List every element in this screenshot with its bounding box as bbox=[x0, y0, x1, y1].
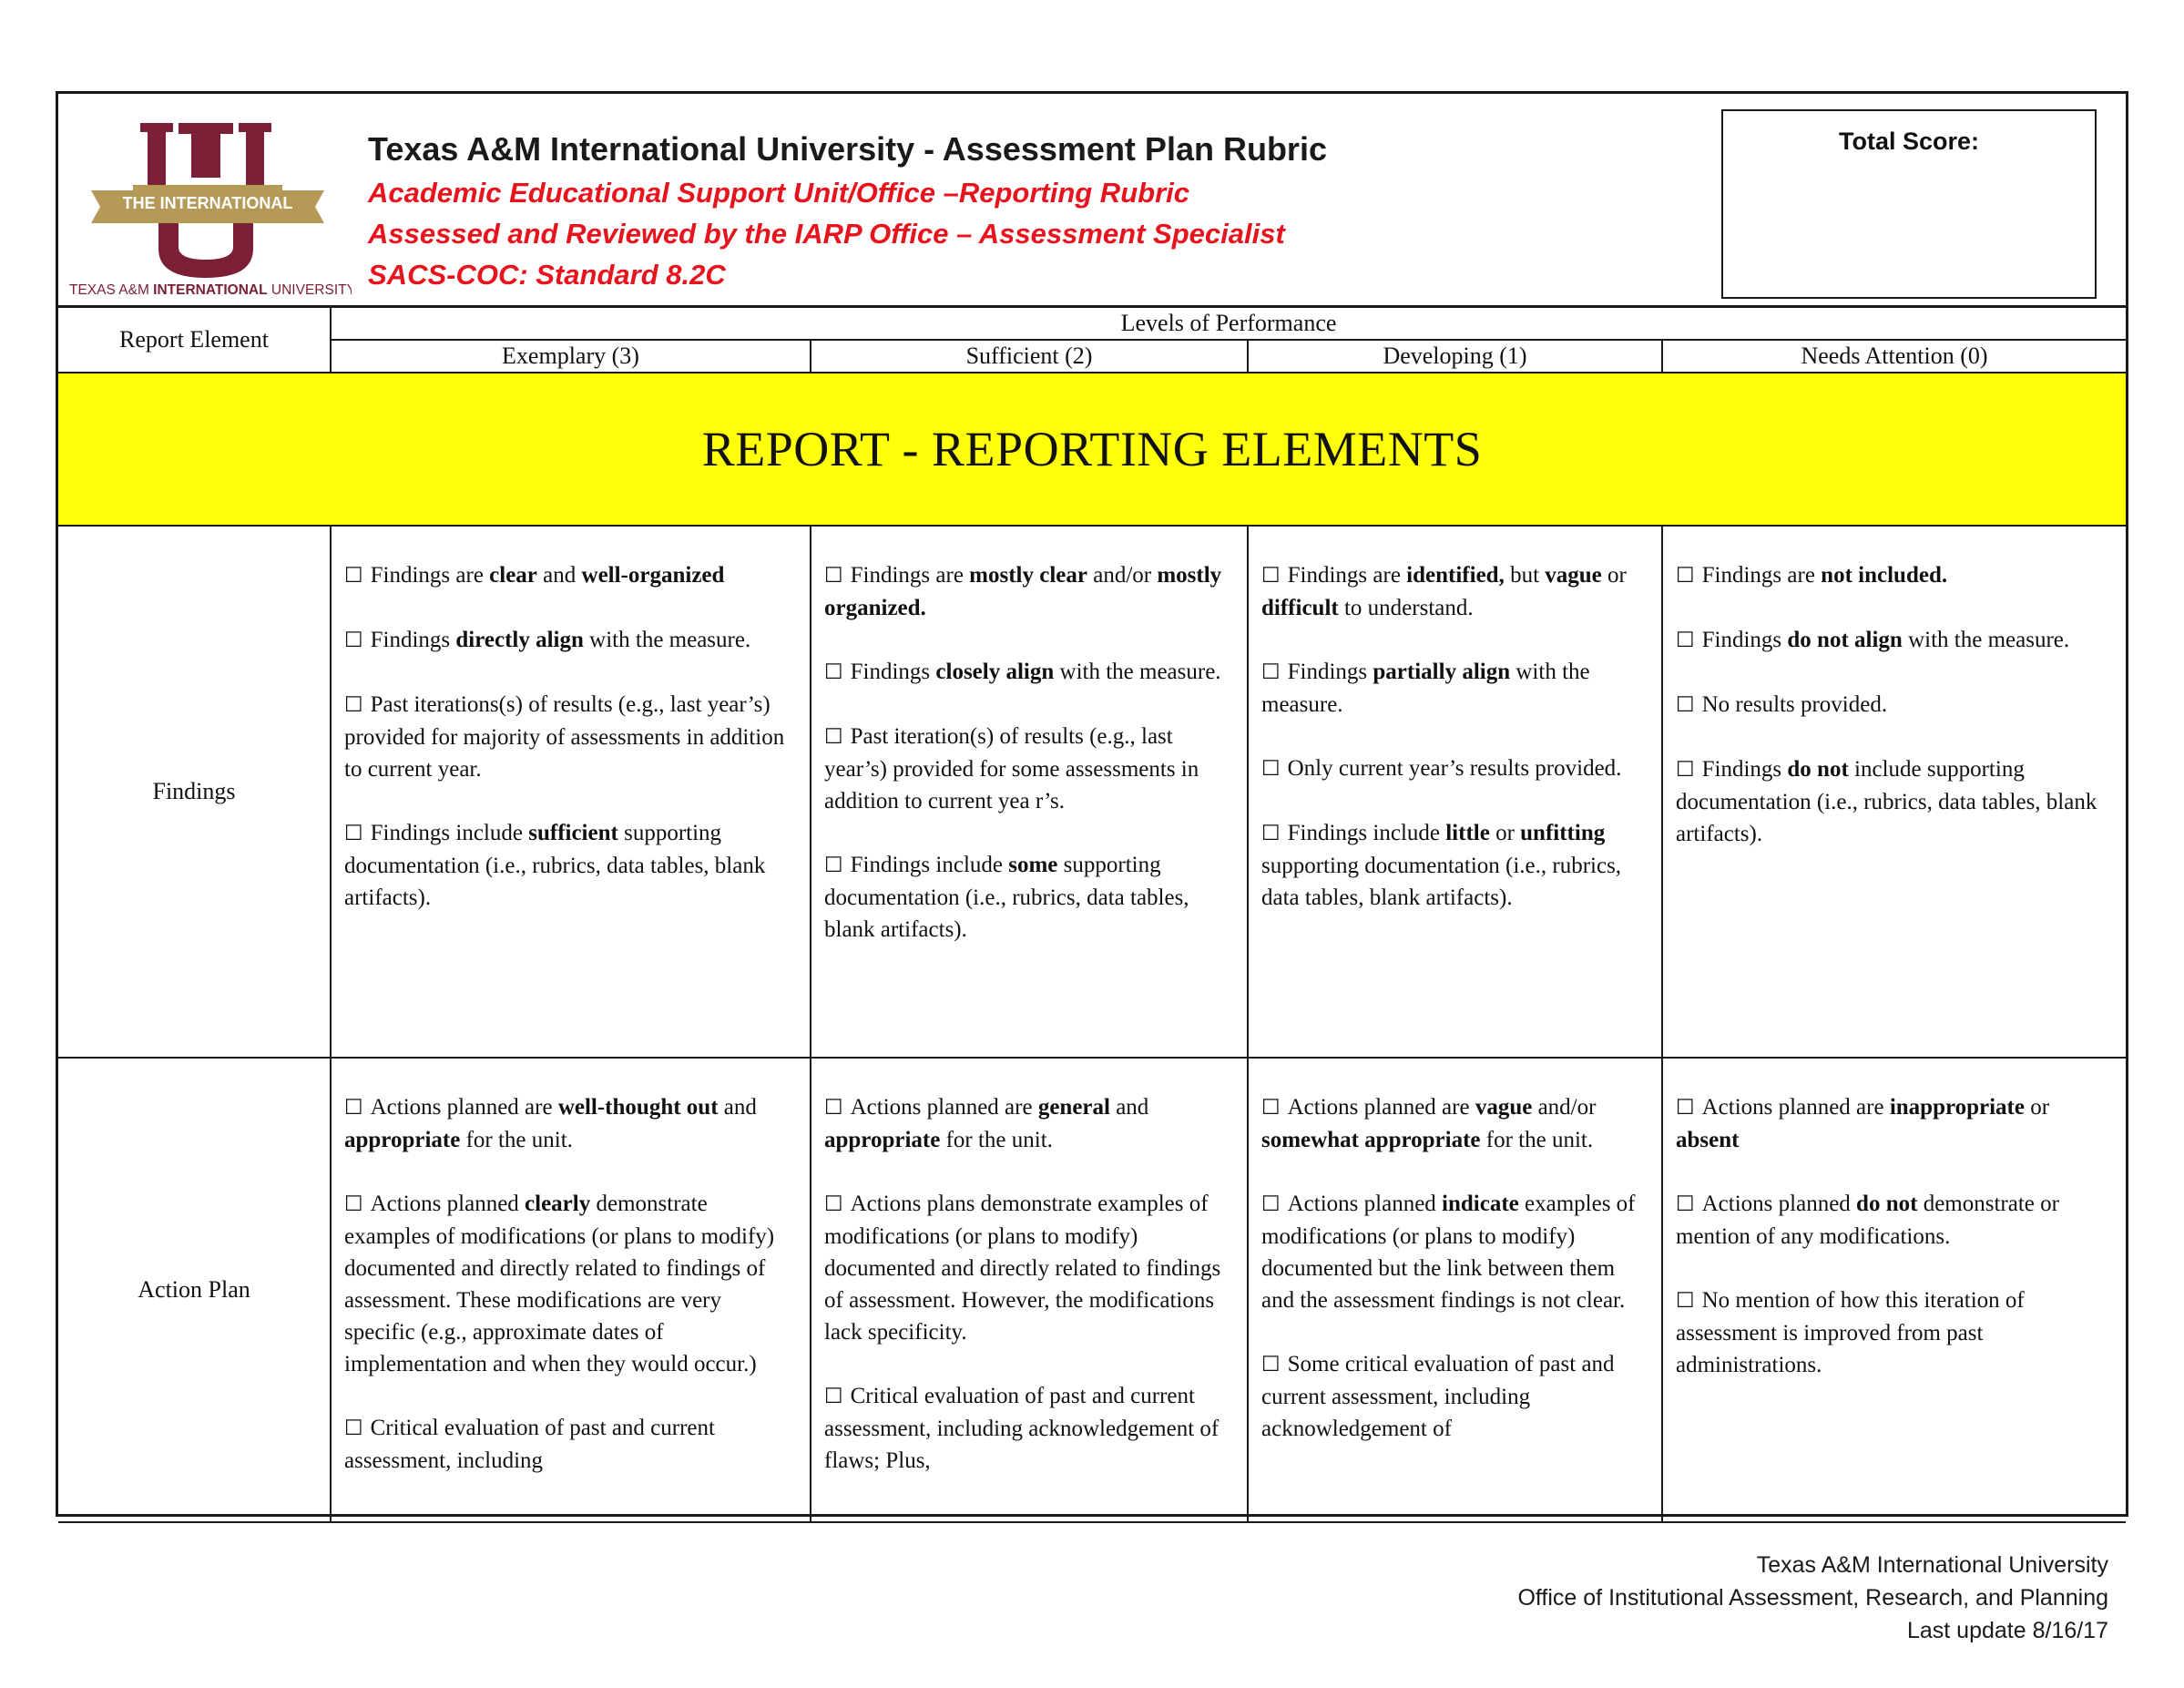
subtitle-reviewer: Assessed and Reviewed by the IARP Office – Assessment Specialist bbox=[368, 218, 1285, 250]
criterion-text: demonstrate examples of modifications (or plans to modify) documented and directly related to findings of assessment. These modifications are very specific (e.g., approximate dates of implementation and when they would occur.) bbox=[344, 1192, 775, 1376]
report-element-header: Report Element bbox=[58, 307, 331, 373]
logo-banner-text: THE INTERNATIONAL bbox=[122, 194, 293, 212]
criterion-text: for the unit. bbox=[460, 1128, 573, 1152]
criterion-text: Findings include bbox=[1287, 821, 1446, 845]
criterion-text: Findings are bbox=[1287, 563, 1407, 588]
criterion-text: with the measure. bbox=[1902, 628, 2070, 652]
checkbox-icon[interactable]: ☐ bbox=[1676, 564, 1695, 588]
criterion-text: with the measure. bbox=[1054, 660, 1221, 684]
criteria-cell bbox=[811, 526, 1248, 1058]
criterion-emphasis: some bbox=[1008, 853, 1058, 877]
criterion-text: demonstrate or mention of any modifications. bbox=[1676, 1192, 2059, 1249]
criterion-emphasis: mostly organized. bbox=[824, 563, 1222, 620]
criteria-cell bbox=[811, 1058, 1248, 1522]
criterion-item bbox=[1261, 817, 1648, 914]
criterion-text: Findings are bbox=[1701, 563, 1822, 588]
criterion-text: Findings include bbox=[370, 821, 529, 845]
checkbox-icon[interactable]: ☐ bbox=[1676, 629, 1695, 652]
criterion-emphasis: general bbox=[1037, 1095, 1110, 1120]
criterion-text: Actions planned are bbox=[1701, 1095, 1890, 1120]
criterion-emphasis: little bbox=[1445, 821, 1490, 845]
section-banner: REPORT - REPORTING ELEMENTS bbox=[58, 373, 2126, 526]
criterion-text: and bbox=[536, 563, 582, 588]
criterion-item bbox=[344, 624, 797, 657]
checkbox-icon[interactable]: ☐ bbox=[344, 564, 363, 588]
criterion-text: Findings are bbox=[850, 563, 970, 588]
criterion-emphasis: clear bbox=[489, 563, 537, 588]
criterion-text: Actions planned are bbox=[1287, 1095, 1475, 1120]
subtitle-standard: SACS-COC: Standard 8.2C bbox=[368, 259, 726, 291]
checkbox-icon[interactable]: ☐ bbox=[1676, 758, 1695, 782]
checkbox-icon[interactable]: ☐ bbox=[344, 1417, 363, 1440]
criterion-item bbox=[344, 1091, 797, 1156]
criterion-text: Critical evaluation of past and current assessment, including acknowledgement of flaws; Plus, bbox=[824, 1384, 1220, 1473]
criterion-emphasis: vague bbox=[1475, 1095, 1533, 1120]
checkbox-icon[interactable]: ☐ bbox=[824, 1385, 843, 1408]
criterion-emphasis: not included. bbox=[1821, 563, 1948, 588]
checkbox-icon[interactable]: ☐ bbox=[344, 629, 363, 652]
criterion-text: Findings bbox=[1701, 757, 1788, 782]
criterion-text: Actions planned are bbox=[370, 1095, 558, 1120]
checkbox-icon[interactable]: ☐ bbox=[824, 1096, 843, 1120]
criterion-text: include supporting documentation (i.e., rubrics, data tables, blank artifacts). bbox=[1676, 757, 2097, 846]
rubric-header bbox=[58, 94, 2126, 305]
checkbox-icon[interactable]: ☐ bbox=[824, 1192, 843, 1216]
criterion-item bbox=[824, 1188, 1234, 1348]
criterion-text: Past iteration(s) of results (e.g., last year’s) provided for some assessments in addition to current yea r’s. bbox=[824, 724, 1199, 813]
criterion-text: Findings bbox=[850, 660, 936, 684]
university-logo bbox=[64, 112, 352, 299]
level-needs-attention-header: Needs Attention (0) bbox=[1662, 340, 2126, 373]
checkbox-icon[interactable]: ☐ bbox=[824, 660, 843, 684]
criterion-text: Only current year’s results provided. bbox=[1287, 756, 1622, 781]
checkbox-icon[interactable]: ☐ bbox=[344, 822, 363, 845]
criteria-cell bbox=[331, 526, 811, 1058]
criterion-text: with the measure. bbox=[1261, 660, 1590, 717]
level-exemplary-header: Exemplary (3) bbox=[331, 340, 811, 373]
total-score-label: Total Score: bbox=[1838, 128, 1980, 155]
checkbox-icon[interactable]: ☐ bbox=[1261, 1096, 1281, 1120]
criterion-emphasis: identified, bbox=[1406, 563, 1505, 588]
criterion-item bbox=[344, 817, 797, 914]
criterion-text: No results provided. bbox=[1701, 692, 1888, 717]
criterion-emphasis: directly align bbox=[455, 628, 584, 652]
criterion-text: or bbox=[1601, 563, 1627, 588]
criterion-text: supporting documentation (i.e., rubrics, data tables, blank artifacts). bbox=[344, 821, 766, 910]
checkbox-icon[interactable]: ☐ bbox=[344, 693, 363, 717]
criterion-text: Findings bbox=[1287, 660, 1373, 684]
criterion-item bbox=[344, 1188, 797, 1380]
criterion-text: or bbox=[2024, 1095, 2050, 1120]
criterion-text: Actions planned bbox=[370, 1192, 526, 1216]
footer-university: Texas A&M International University bbox=[1756, 1552, 2108, 1578]
criterion-text: Findings are bbox=[370, 563, 490, 588]
table-row bbox=[58, 526, 2126, 1058]
criterion-item bbox=[344, 559, 797, 592]
criterion-item bbox=[1261, 1091, 1648, 1156]
criterion-text: Critical evaluation of past and current assessment, including bbox=[344, 1416, 715, 1473]
criterion-text: with the measure. bbox=[583, 628, 751, 652]
criterion-item bbox=[1261, 1188, 1648, 1316]
criterion-text: supporting documentation (i.e., rubrics, data tables, blank artifacts). bbox=[824, 853, 1189, 942]
checkbox-icon[interactable]: ☐ bbox=[1676, 693, 1695, 717]
criterion-emphasis: do not bbox=[1856, 1192, 1918, 1216]
criterion-text: Findings bbox=[370, 628, 456, 652]
level-sufficient-header: Sufficient (2) bbox=[811, 340, 1248, 373]
criterion-item bbox=[1676, 624, 2113, 657]
checkbox-icon[interactable]: ☐ bbox=[1261, 822, 1281, 845]
criterion-item bbox=[824, 559, 1234, 624]
criterion-text: but bbox=[1504, 563, 1546, 588]
criterion-emphasis: clearly bbox=[525, 1192, 591, 1216]
criterion-emphasis: unfitting bbox=[1520, 821, 1606, 845]
criterion-text: Findings bbox=[1701, 628, 1788, 652]
criteria-cell bbox=[1248, 526, 1662, 1058]
criterion-text: Actions planned bbox=[1701, 1192, 1857, 1216]
criterion-emphasis: mostly clear bbox=[969, 563, 1087, 588]
criterion-emphasis: vague bbox=[1545, 563, 1602, 588]
criterion-emphasis: indicate bbox=[1442, 1192, 1519, 1216]
criterion-item bbox=[1261, 752, 1648, 785]
criterion-item bbox=[1261, 656, 1648, 721]
criteria-cell bbox=[331, 1058, 811, 1522]
criterion-item bbox=[344, 1412, 797, 1477]
criterion-text: for the unit. bbox=[1480, 1128, 1594, 1152]
criterion-emphasis: somewhat appropriate bbox=[1261, 1128, 1481, 1152]
checkbox-icon[interactable]: ☐ bbox=[344, 1192, 363, 1216]
checkbox-icon[interactable]: ☐ bbox=[1261, 660, 1281, 684]
criterion-text: Findings include bbox=[850, 853, 1009, 877]
criterion-item bbox=[824, 656, 1234, 689]
criteria-cell bbox=[1248, 1058, 1662, 1522]
header-titles bbox=[368, 127, 1327, 295]
element-action-plan: Action Plan bbox=[58, 1058, 331, 1522]
subtitle-unit: Academic Educational Support Unit/Office –Reporting Rubric bbox=[368, 177, 1189, 209]
checkbox-icon[interactable]: ☐ bbox=[1261, 1353, 1281, 1376]
criterion-emphasis: closely align bbox=[935, 660, 1055, 684]
criterion-emphasis: appropriate bbox=[344, 1128, 461, 1152]
criterion-item bbox=[824, 1091, 1234, 1156]
document-title: Texas A&M International University - Assessment Plan Rubric bbox=[368, 130, 1327, 168]
criterion-text: for the unit. bbox=[940, 1128, 1053, 1152]
checkbox-icon[interactable]: ☐ bbox=[344, 1096, 363, 1120]
checkbox-icon[interactable]: ☐ bbox=[824, 854, 843, 877]
criterion-item bbox=[1676, 559, 2113, 592]
checkbox-icon[interactable]: ☐ bbox=[1261, 757, 1281, 781]
criterion-emphasis: do not bbox=[1787, 757, 1849, 782]
criterion-text: Actions planned bbox=[1287, 1192, 1443, 1216]
checkbox-icon[interactable]: ☐ bbox=[1261, 564, 1281, 588]
criterion-emphasis: difficult bbox=[1261, 596, 1339, 620]
checkbox-icon[interactable]: ☐ bbox=[824, 725, 843, 749]
criterion-text: or bbox=[1489, 821, 1521, 845]
criterion-emphasis: well-organized bbox=[581, 563, 725, 588]
criterion-text: and bbox=[718, 1095, 757, 1120]
tamiu-logo-icon bbox=[64, 112, 352, 299]
criterion-item bbox=[1261, 1348, 1648, 1445]
criteria-cell bbox=[1662, 526, 2126, 1058]
criteria-cell bbox=[1662, 1058, 2126, 1522]
criterion-text: and/or bbox=[1087, 563, 1158, 588]
footer-last-update: Last update 8/16/17 bbox=[1906, 1618, 2108, 1643]
checkbox-icon[interactable]: ☐ bbox=[1676, 1192, 1695, 1216]
criterion-item bbox=[1676, 753, 2113, 850]
total-score-box[interactable] bbox=[1721, 109, 2097, 299]
checkbox-icon[interactable]: ☐ bbox=[1676, 1289, 1695, 1313]
criterion-item bbox=[824, 1380, 1234, 1477]
checkbox-icon[interactable]: ☐ bbox=[1261, 1192, 1281, 1216]
checkbox-icon[interactable]: ☐ bbox=[1676, 1096, 1695, 1120]
footer-office: Office of Institutional Assessment, Research, and Planning bbox=[1517, 1585, 2108, 1611]
criterion-item bbox=[344, 689, 797, 785]
criterion-emphasis: well-thought out bbox=[557, 1095, 719, 1120]
criterion-text: and bbox=[1109, 1095, 1149, 1120]
criterion-item bbox=[1676, 1091, 2113, 1156]
criterion-item bbox=[824, 721, 1234, 817]
rubric-table bbox=[58, 305, 2126, 1523]
criterion-text: Actions planned are bbox=[850, 1095, 1038, 1120]
criterion-item bbox=[1261, 559, 1648, 624]
criterion-text: and/or bbox=[1532, 1095, 1597, 1120]
criterion-text: to understand. bbox=[1338, 596, 1474, 620]
level-developing-header: Developing (1) bbox=[1248, 340, 1662, 373]
checkbox-icon[interactable]: ☐ bbox=[824, 564, 843, 588]
criterion-emphasis: appropriate bbox=[824, 1128, 941, 1152]
criterion-text: Actions plans demonstrate examples of modifications (or plans to modify) documented and directly related to findings of assessment. However, the modifications lack specificity. bbox=[824, 1192, 1221, 1345]
rubric-page-frame bbox=[56, 91, 2128, 1517]
criterion-emphasis: absent bbox=[1676, 1128, 1740, 1152]
criterion-emphasis: inappropriate bbox=[1889, 1095, 2025, 1120]
criterion-item bbox=[824, 849, 1234, 946]
criterion-text: examples of modifications (or plans to modify) documented but the link between them and the assessment findings is not clear. bbox=[1261, 1192, 1636, 1313]
levels-of-performance-header: Levels of Performance bbox=[331, 307, 2126, 341]
criterion-emphasis: do not align bbox=[1787, 628, 1903, 652]
criterion-emphasis: partially align bbox=[1373, 660, 1511, 684]
table-row bbox=[58, 1058, 2126, 1522]
criterion-text: Some critical evaluation of past and current assessment, including acknowledgement of bbox=[1261, 1352, 1615, 1441]
page-footer bbox=[1517, 1549, 2108, 1647]
criterion-text: supporting documentation (i.e., rubrics, data tables, blank artifacts). bbox=[1261, 854, 1622, 910]
criterion-emphasis: sufficient bbox=[528, 821, 618, 845]
criterion-item bbox=[1676, 1188, 2113, 1253]
criterion-text: No mention of how this iteration of assessment is improved from past administrations. bbox=[1676, 1288, 2025, 1377]
criterion-item bbox=[1676, 689, 2113, 721]
criterion-item bbox=[1676, 1284, 2113, 1381]
criterion-text: Past iterations(s) of results (e.g., last year’s) provided for majority of assessments in addition to current year. bbox=[344, 692, 785, 782]
logo-caption: TEXAS A&M INTERNATIONAL UNIVERSITY bbox=[69, 282, 352, 298]
element-findings: Findings bbox=[58, 526, 331, 1058]
